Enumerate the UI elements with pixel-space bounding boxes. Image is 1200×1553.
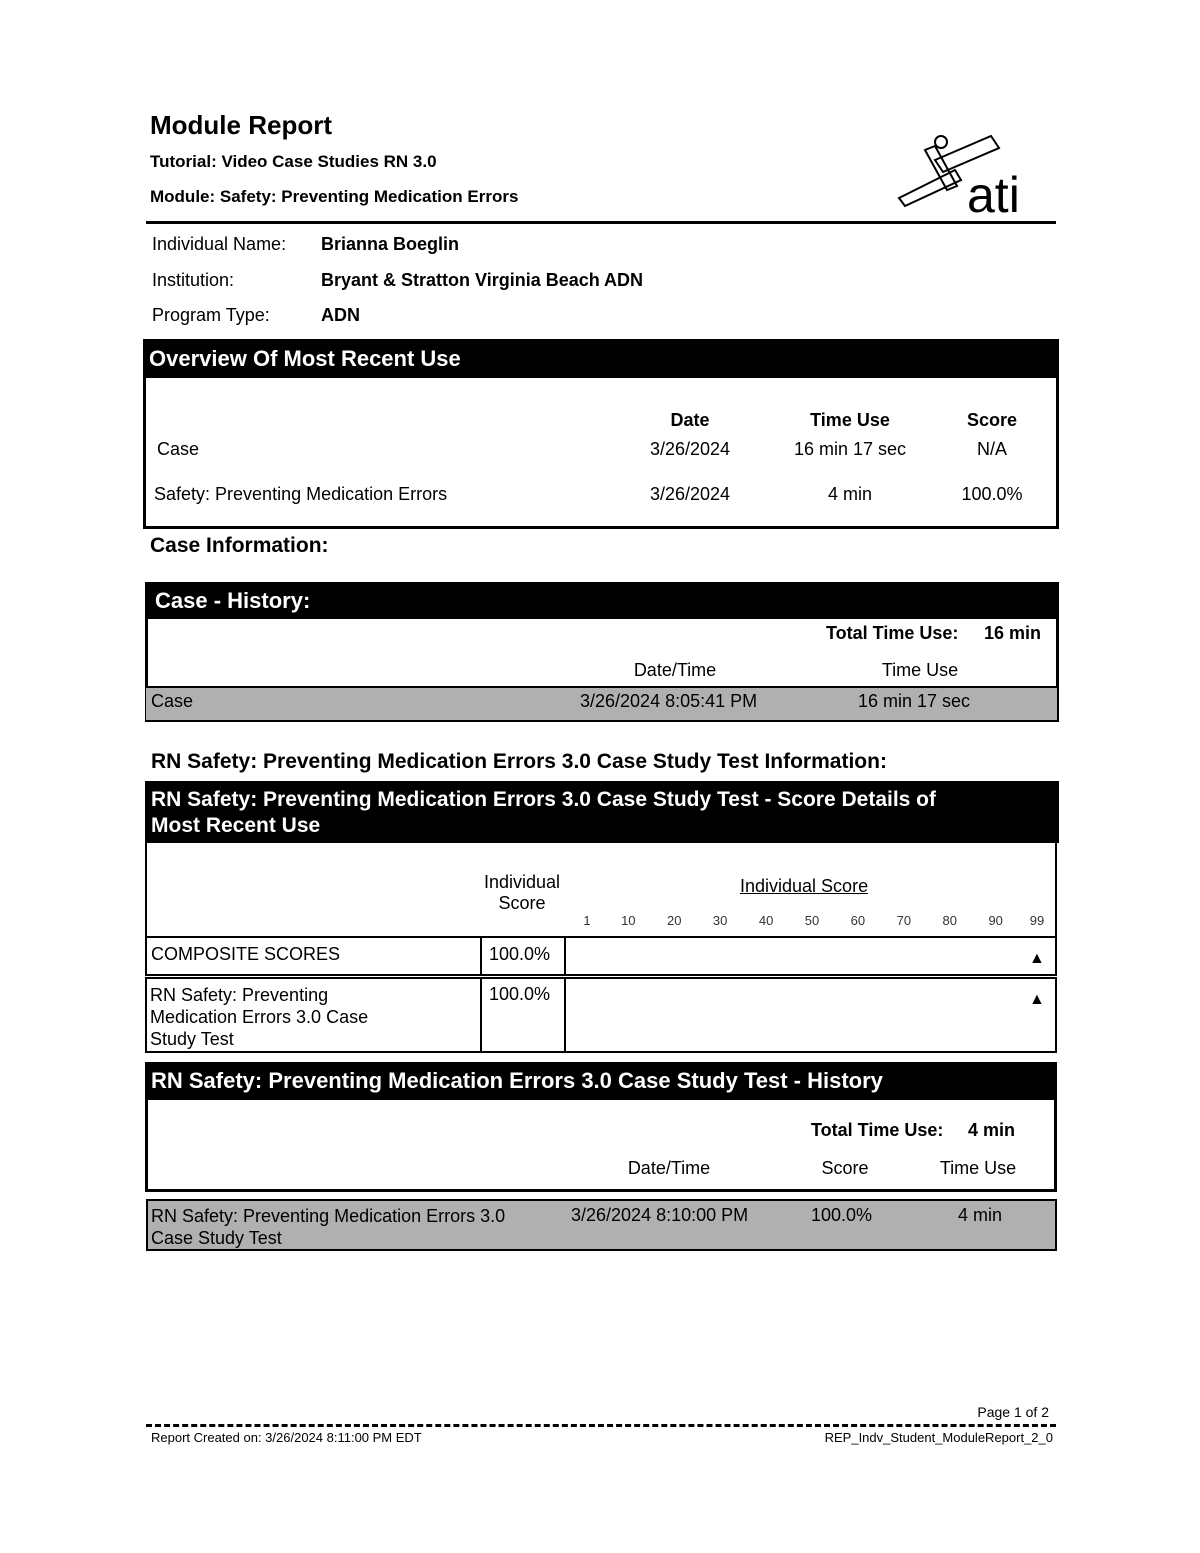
test-info-title: RN Safety: Preventing Medication Errors 3.0 Case Study Test Information: (151, 750, 887, 773)
overview-col-time-use: Time Use (810, 410, 890, 430)
test-col-time-use: Time Use (939, 1158, 1017, 1178)
scale-tick-40: 40 (758, 913, 774, 928)
name-value: Brianna Boeglin (321, 234, 460, 254)
composite-score-value: 100.0% (489, 944, 551, 964)
case-total-value: 16 min (984, 623, 1042, 643)
test-history-row-score: 100.0% (811, 1205, 873, 1225)
scale-tick-80: 80 (942, 913, 957, 928)
overview-row-time-use: 4 min (827, 484, 872, 504)
footer-divider (146, 1424, 1056, 1427)
overview-row-score: N/A (976, 439, 1007, 459)
page-number: Page 1 of 2 (977, 1404, 1049, 1420)
case-row-datetime: 3/26/2024 8:05:41 PM (580, 691, 758, 711)
composite-scores-label: COMPOSITE SCORES (151, 944, 341, 964)
overview-col-score: Score (966, 410, 1018, 430)
scale-tick-1: 1 (583, 913, 591, 928)
test-total-label: Total Time Use: (811, 1120, 944, 1140)
test-col-datetime: Date/Time (627, 1158, 711, 1178)
overview-row-date: 3/26/2024 (649, 439, 731, 459)
program-label: Program Type: (152, 305, 270, 325)
individual-score-scale-label: Individual Score (740, 876, 869, 896)
header-divider (146, 221, 1056, 224)
case-col-datetime: Date/Time (633, 660, 717, 680)
module-name: Module: Safety: Preventing Medication Errors (150, 187, 519, 206)
overview-row-score: 100.0% (961, 484, 1023, 504)
test-history-row-datetime: 3/26/2024 8:10:00 PM (571, 1205, 749, 1225)
overview-row-time-use: 16 min 17 sec (793, 439, 907, 459)
tutorial-name: Tutorial: Video Case Studies RN 3.0 (150, 152, 437, 171)
case-row-name: Case (151, 691, 194, 711)
overview-row-date: 3/26/2024 (649, 484, 731, 504)
overview-row-name: Safety: Preventing Medication Errors (154, 484, 448, 504)
test-row-label: RN Safety: Preventing Medication Errors 3.0 Case Study Test (150, 985, 369, 1049)
test-history-row-time-use: 4 min (957, 1205, 1002, 1225)
individual-score-col: Individual Score (483, 872, 561, 913)
case-row-time-use: 16 min 17 sec (858, 691, 971, 711)
scale-tick-10: 10 (621, 913, 636, 928)
scale-tick-20: 20 (667, 913, 682, 928)
scale-tick-30: 30 (712, 913, 728, 928)
overview-col-date: Date (670, 410, 710, 430)
institution-label: Institution: (152, 270, 235, 290)
case-col-time-use: Time Use (881, 660, 959, 680)
svg-text:ati: ati (967, 167, 1020, 216)
test-score-bar (564, 977, 1057, 1053)
report-created: Report Created on: 3/26/2024 8:11:00 PM EDT (151, 1430, 422, 1445)
composite-score-bar (564, 936, 1057, 976)
page-title: Module Report (150, 110, 332, 140)
test-score-value: 100.0% (489, 984, 551, 1004)
program-value: ADN (321, 305, 360, 325)
case-info-title: Case Information: (150, 534, 329, 557)
case-history-heading: Case - History: (145, 582, 1059, 619)
scale-tick-70: 70 (896, 913, 912, 928)
institution-value: Bryant & Stratton Virginia Beach ADN (321, 270, 644, 290)
test-history-row-name: RN Safety: Preventing Medication Errors 3.0 Case Study Test (151, 1206, 506, 1248)
composite-score-marker: ▲ (1029, 950, 1045, 967)
overview-heading: Overview Of Most Recent Use (143, 339, 1059, 378)
test-total-value: 4 min (968, 1120, 1016, 1140)
case-total-label: Total Time Use: (826, 623, 959, 643)
score-details-heading: RN Safety: Preventing Medication Errors 3.0 Case Study Test - Score Details of Most Recent Use (145, 781, 1059, 843)
test-history-heading: RN Safety: Preventing Medication Errors 3.0 Case Study Test - History (145, 1062, 1057, 1100)
scale-tick-50: 50 (804, 913, 820, 928)
test-col-score: Score (821, 1158, 869, 1178)
overview-row-name: Case (157, 439, 200, 459)
scale-tick-90: 90 (988, 913, 1003, 928)
scale-tick-60: 60 (850, 913, 866, 928)
scale-tick-99: 99 (1029, 913, 1045, 928)
ati-logo (895, 132, 1055, 216)
name-label: Individual Name: (152, 234, 287, 254)
test-score-marker: ▲ (1029, 991, 1045, 1008)
report-id: REP_Indv_Student_ModuleReport_2_0 (824, 1430, 1053, 1445)
